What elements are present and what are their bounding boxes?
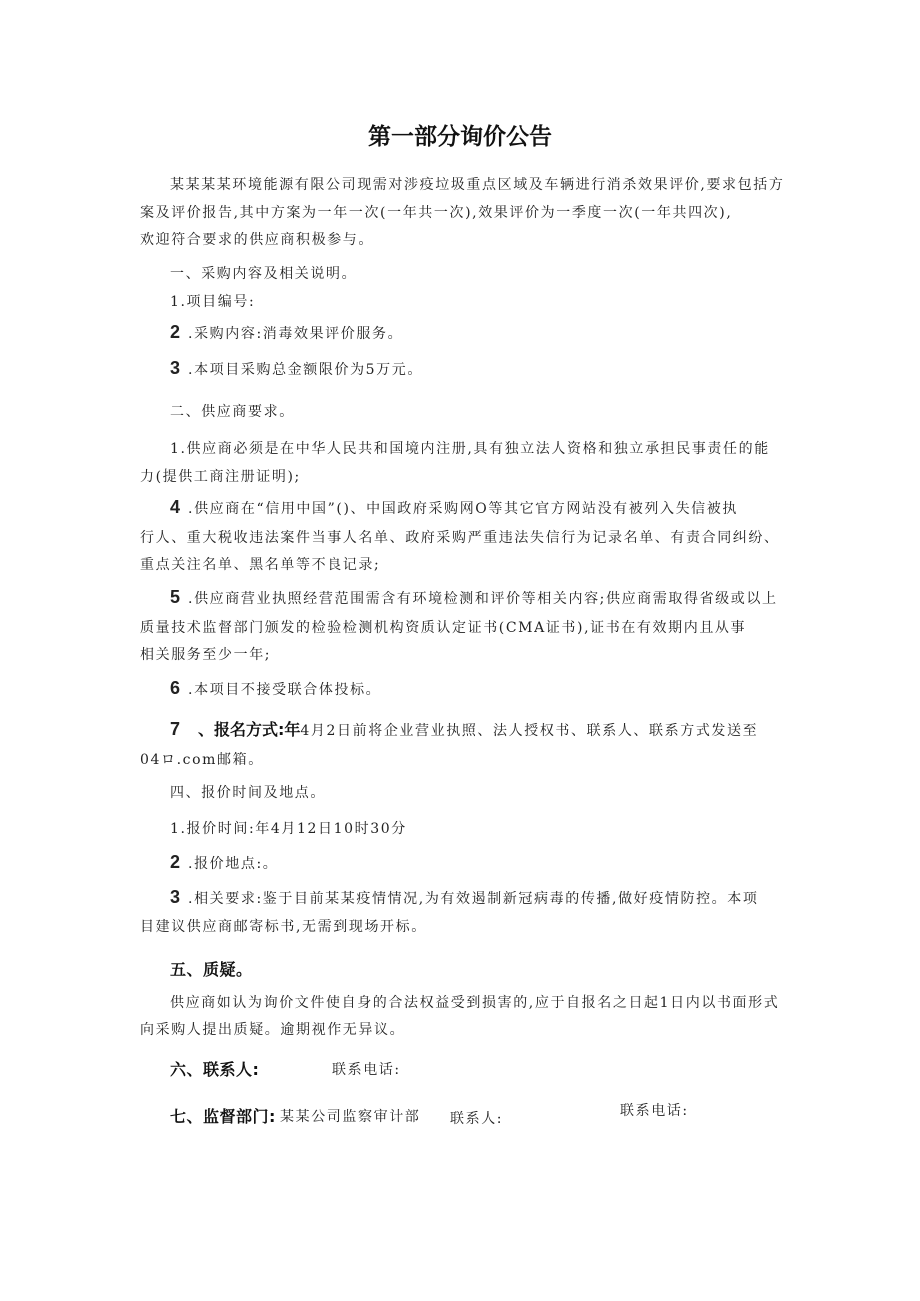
section-4-heading: 四、报价时间及地点。	[170, 785, 326, 801]
s4-item-2-number: 2	[170, 852, 181, 872]
s1-item-2-text: .采购内容:消毒效果评价服务。	[188, 326, 404, 342]
intro-line-1: 某某某某环境能源有限公司现需对涉疫垃圾重点区域及车辆进行消杀效果评价,要求包括方	[170, 177, 785, 193]
s2-item-6-text: .本项目不接受联合体投标。	[188, 682, 382, 698]
section-7-supervision-label: 七、监督部门:	[170, 1107, 276, 1126]
s4-item-3-number: 3	[170, 887, 181, 907]
s2-item-4-text: .供应商在“信用中国”()、中国政府采购网O等其它官方网站没有被列入失信被执	[188, 501, 738, 517]
s1-item-1: 1.项目编号:	[170, 294, 256, 310]
s2-item-1-line-2: 力(提供工商注册证明);	[140, 469, 301, 485]
registration-number: 7	[170, 719, 181, 739]
section-2-heading: 二、供应商要求。	[170, 404, 295, 420]
s2-item-5-line-1	[170, 587, 778, 608]
s2-item-6-number: 6	[170, 678, 181, 698]
registration-line-2: 04ロ.com邮箱。	[140, 752, 264, 768]
s5-line-2: 向采购人提出质疑。逾期视作无异议。	[140, 1022, 406, 1038]
s2-item-4-line-3: 重点关注名单、黑名单等不良记录;	[140, 557, 381, 573]
s2-item-6	[170, 678, 381, 699]
s2-item-5-text: .供应商营业执照经营范围需含有环境检测和评价等相关内容;供应商需取得省级或以上	[188, 591, 778, 607]
s5-line-1: 供应商如认为询价文件使自身的合法权益受到损害的,应于自报名之日起1日内以书面形式	[170, 995, 780, 1011]
s1-item-2	[170, 322, 403, 343]
s1-item-2-number: 2	[170, 322, 181, 342]
registration-line-1	[170, 717, 758, 740]
s2-item-4-line-2: 行人、重大税收违法案件当事人名单、政府采购严重违法失信行为记录名单、有责合同纠纷、	[140, 530, 780, 546]
s2-item-5-line-2: 质量技术监督部门颁发的检验检测机构资质认定证书(CMA证书),证书在有效期内且从事	[140, 620, 747, 636]
section-6-contact-label: 六、联系人:	[170, 1060, 260, 1079]
intro-line-3: 欢迎符合要求的供应商积极参与。	[140, 232, 374, 248]
s1-item-3	[170, 358, 423, 379]
s2-item-5-line-3: 相关服务至少一年;	[140, 647, 272, 663]
s4-item-2	[170, 852, 278, 873]
s4-item-2-text: .报价地点:。	[188, 856, 279, 872]
section-7-department: 某某公司监察审计部	[280, 1109, 421, 1125]
s2-item-5-number: 5	[170, 587, 181, 607]
intro-line-2: 案及评价报告,其中方案为一年一次(一年共一次),效果评价为一季度一次(一年共四次),	[140, 205, 733, 221]
s2-item-4-number: 4	[170, 497, 181, 517]
section-5-heading: 五、质疑。	[170, 960, 253, 979]
s4-item-1: 1.报价时间:年4月12日10时30分	[170, 821, 407, 837]
s2-item-4-line-1	[170, 497, 738, 518]
s1-item-3-number: 3	[170, 358, 181, 378]
section-6-phone-label: 联系电话:	[332, 1062, 401, 1078]
s1-item-3-text: .本项目采购总金额限价为5万元。	[188, 362, 423, 378]
registration-label: 、报名方式:年	[198, 720, 301, 739]
page-title: 第一部分询价公告	[368, 124, 552, 150]
s2-item-1-line-1: 1.供应商必须是在中华人民共和国境内注册,具有独立法人资格和独立承担民事责任的能	[170, 441, 770, 457]
s4-item-3-text: .相关要求:鉴于目前某某疫情情况,为有效遏制新冠病毒的传播,做好疫情防控。本项	[188, 891, 759, 907]
s4-item-3-line-1	[170, 887, 758, 908]
s4-item-3-line-2: 目建议供应商邮寄标书,无需到现场开标。	[140, 919, 427, 935]
section-7-contact-label: 联系人:	[450, 1111, 504, 1127]
section-1-heading: 一、采购内容及相关说明。	[170, 266, 358, 282]
section-7-phone-label: 联系电话:	[620, 1103, 689, 1119]
registration-text: 4月2日前将企业营业执照、法人授权书、联系人、联系方式发送至	[300, 723, 759, 739]
